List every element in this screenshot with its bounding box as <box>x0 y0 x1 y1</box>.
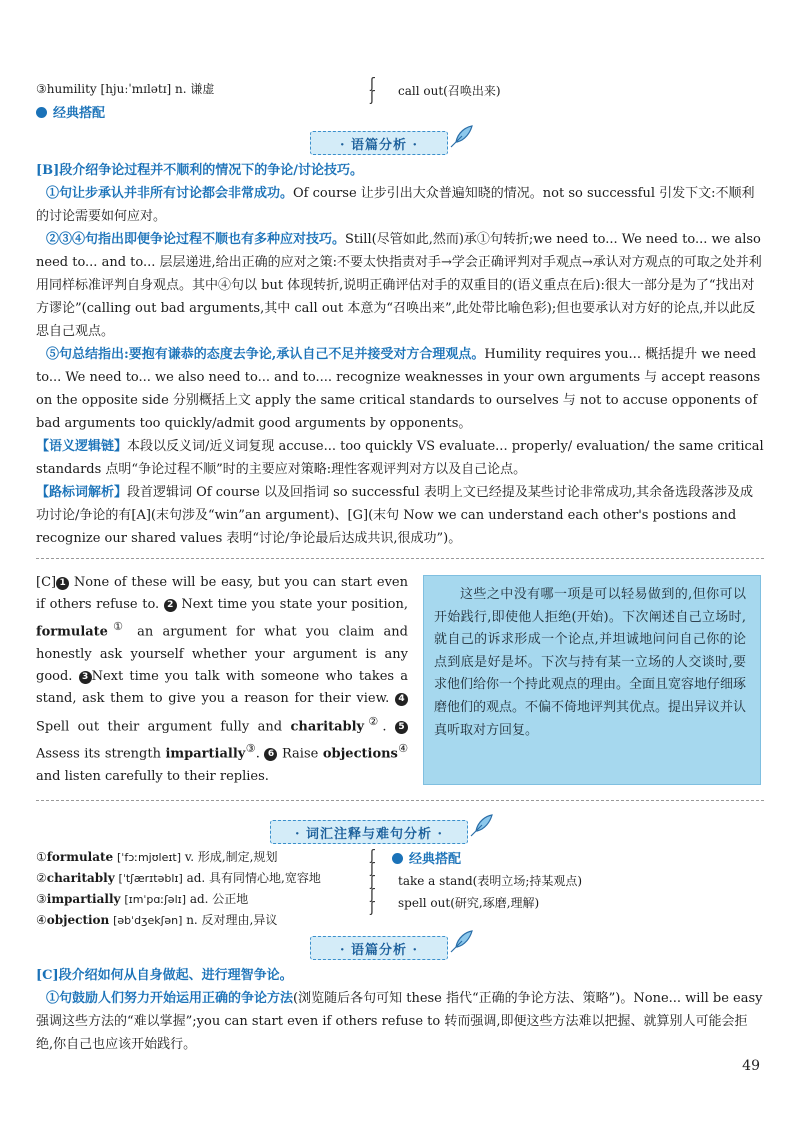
bullet-icon <box>392 853 403 864</box>
analysis-b-p4: 【语义逻辑链】本段以反义词/近义词复现 accuse... too quickly VS evaluate... properly/ evaluation/ the same critical standards 点明“争论过程不顺”时的主要应对策略:理性客观评判对方以及自己论点。 <box>36 439 764 477</box>
passage-c: [C] 1 None of these will be easy, but you can start even if others refuse to. 2 Next time you state your position, formulate① an argument for what you claim and honestly ask yourself whether your argument is any good. 3 Next time you talk with someone who takes a stand, ask them to give you a reason for their view. 4Spell out their argument fully and charitably②. 5 Assess its strength impartially③. 6 Raise objections④ and listen carefully to their replies. <box>36 575 409 784</box>
sentence-marker-3: 3 <box>79 671 92 684</box>
analysis-b-p1: ①句让步承认并非所有讨论都会非常成功。Of course 让步引出大众普遍知晓的情况。not so successful 引发下文:不顺利的讨论需要如何应对。 <box>36 186 755 224</box>
feather-pen-icon <box>468 813 494 839</box>
collocation-item: spell out(研究,琢磨,理解) <box>398 896 540 910</box>
bullet-icon <box>36 107 47 118</box>
analysis-b <box>36 159 764 550</box>
analysis-b-p5: 【路标词解析】段首逻辑词 Of course 以及回指词 so successful 表明上文已经提及某些讨论非常成功,其余备选段落涉及成功讨论/争论的有[A](末句涉及“win”an argument)、[G](末句 Now we can understand each other's postions and recognize our shared values 表明“讨论/争论最后达成共识,很成功”)。 <box>36 485 753 546</box>
collocation-item: take a stand(表明立场;持某观点) <box>398 874 583 888</box>
analysis-c <box>36 964 764 1056</box>
analysis-b-heading: [B]段介绍争论过程并不顺利的情况下的争论/讨论技巧。 <box>36 163 364 178</box>
sentence-marker-6: 6 <box>264 748 277 761</box>
sentence-marker-2: 2 <box>164 599 177 612</box>
collocation-list <box>398 870 582 914</box>
sentence-marker-5: 5 <box>395 721 408 734</box>
section-banner-analysis: · 语篇分析 · <box>310 131 448 155</box>
section-banner-vocab: · 词汇注释与难句分析 · <box>270 820 468 844</box>
divider <box>36 558 764 559</box>
section-banner-analysis: · 语篇分析 · <box>310 936 448 960</box>
analysis-b-p3: ⑤句总结指出:要抱有谦恭的态度去争论,承认自己不足并接受对方合理观点。Humility requires you... 概括提升 we need to... We need to... we also need to... and to.... recognize weaknesses in your own arguments 与 accept reasons on the opposite side 分别概括上文 apply the same critical standards to ourselves 与 not to accuse opponents of bad arguments too quickly/admit good arguments by opponents。 <box>36 347 761 431</box>
vocab-item: ②charitably [ˈtʃærɪtəblɪ] ad. 具有同情心地,宽容地 <box>36 871 321 885</box>
analysis-b-p2: ②③④句指出即便争论过程不顺也有多种应对技巧。Still(尽管如此,然而)承①句转折;we need to... We need to... we also need to... and to... 层层递进,给出正确的应对之策:不要太快指责对手→学会正确评判对手观点→承认对方观点的可取之处并利用同样标准评判自身观点。其中④句以 but 体现转折,说明正确评估对手的双重目的(语义重点在后):很大一部分是为了“找出对方谬论”(calling out bad arguments,其中 call out 本意为“召唤出来”,此处带比喻色彩);但也要承认对方好的论点,并以此反思自己观点。 <box>36 232 762 339</box>
feather-pen-icon <box>448 929 474 955</box>
vocab-list <box>36 847 321 931</box>
brace-divider: ʃ ʃ <box>370 76 375 105</box>
divider <box>36 800 764 801</box>
collocation-item: call out(召唤出来) <box>398 84 501 98</box>
translation-box: 这些之中没有哪一项是可以轻易做到的,但你可以开始践行,即使他人拒绝(开始)。下次阐述自己立场时,就自己的诉求形成一个论点,并坦诚地问问自己你的论点到底是好是坏。下次与持有某一立场的人交谈时,要求他们给你一个持此观点的理由。全面且宽容地仔细琢磨他们的观点。不偏不倚地评判其优点。提出异议并认真听取对方回复。 <box>423 575 761 785</box>
analysis-c-p1: ①句鼓励人们努力开始运用正确的争论方法(浏览随后各句可知 these 指代“正确的争论方法、策略”)。None... will be easy 强调这些方法的“难以掌握”;you can start even if others refuse to 转而强调,即便这些方法难以把握、就算别人可能会拒绝,你自己也应该开始践行。 <box>36 991 763 1052</box>
vocab-humility: ③humility [hjuːˈmɪlətɪ] n. 谦虚 <box>36 82 215 96</box>
brace-divider: ʃ ʃ ʃ ʃ ʃ <box>370 848 375 916</box>
sentence-marker-4: 4 <box>395 693 408 706</box>
vocab-item: ④objection [əbˈdʒekʃən] n. 反对理由,异议 <box>36 913 278 927</box>
collocation-header: 经典搭配 <box>392 848 461 867</box>
sentence-marker-1: 1 <box>56 577 69 590</box>
page-number: 49 <box>742 1058 760 1074</box>
feather-pen-icon <box>448 124 474 150</box>
vocab-item: ③impartially [ɪmˈpɑːʃəlɪ] ad. 公正地 <box>36 892 249 906</box>
collocation-header: 经典搭配 <box>36 102 105 121</box>
analysis-c-heading: [C]段介绍如何从自身做起、进行理智争论。 <box>36 968 293 983</box>
vocab-item: ①formulate [ˈfɔːmjʊleɪt] v. 形成,制定,规划 <box>36 850 278 864</box>
